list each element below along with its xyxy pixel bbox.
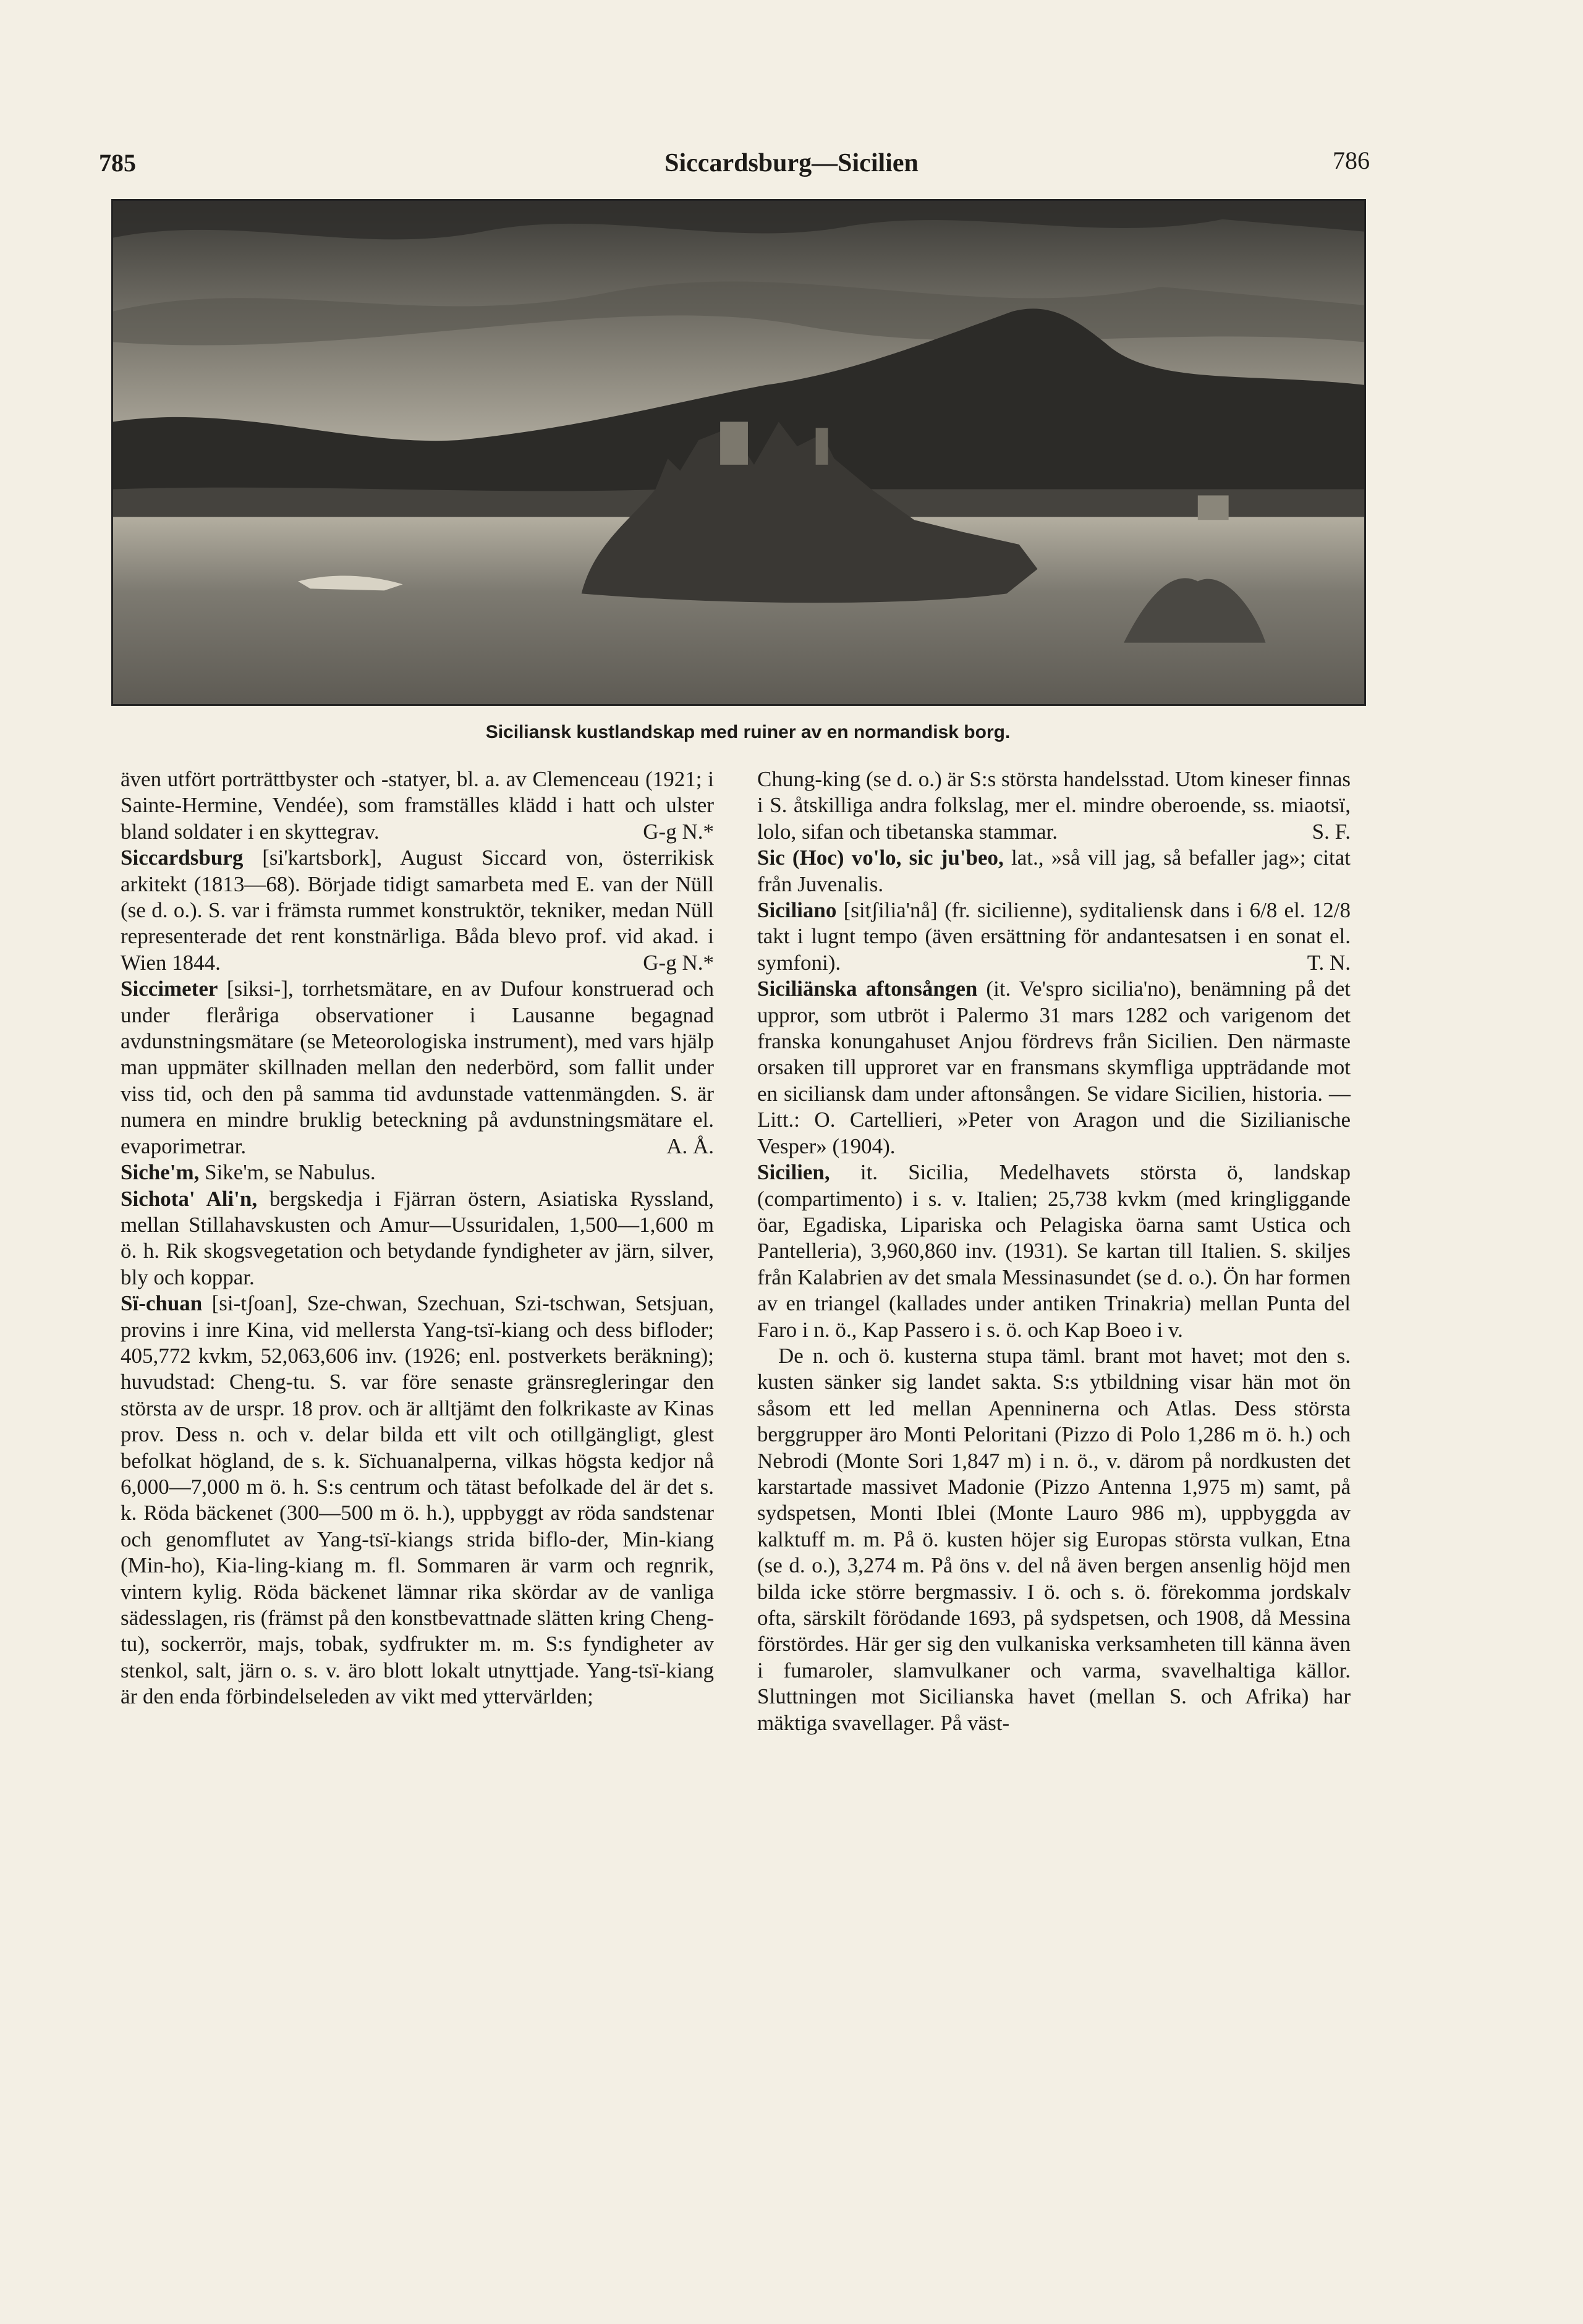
author-signature: G-g N.* (643, 950, 714, 975)
entry-siccimeter: Siccimeter [siksi-], torrhetsmätare, en av Dufour konstruerad och under fleråriga observationer i Lausanne begagnad avdunstningsmätare (se Meteorologiska instrument), med vars hjälp man uppmäter skillnaden mellan den nederbörd, som fallit under viss tid, och den på samma tid avdunstade vattenmängden. S. är numera en mindre bruklig beteckning på avdunstningsmätare el. evaporimetrar. A. Å. (121, 976, 714, 1160)
photo-illustration (113, 201, 1364, 704)
entry-sicilien-geography: De n. och ö. kusterna stupa täml. brant mot havet; mot den s. kusten sänker sig landet sakta. S:s ytbildning visar hän mot ön såsom ett led mellan Apenninerna och Atlas. Dess största berggrupper äro Monti Peloritani (Pizzo di Polo 1,286 m ö. h.) och Nebrodi (Monte Sori 1,847 m) i n. ö., v. därom på nordkusten det karstartade massivet Madonie (Pizzo Antenna 1,975 m) samt, på sydspetsen, Monti Iblei (Monte Lauro 986 m), uppbyggda av kalktuff m. m. På ö. kusten höjer sig Europas största vulkan, Etna (se d. o.), 3,274 m. På öns v. del nå även bergen ansenlig höjd men bilda icke större bergmassiv. I ö. och s. ö. förekomma jordskalv ofta, särskilt förödande 1693, på sydspetsen, och 1908, då Messina förstördes. Här ger sig den vulkaniska verksamheten till känna även i fumaroler, slamvulkaner och varma, svavelhaltiga källor. Sluttningen mot Sicilianska havet (mellan S. och Afrika) har mäktiga svavellager. På väst- (757, 1343, 1351, 1735)
entry-headword: Sï-chuan (121, 1291, 203, 1316)
entry-continuation: Chung-king (se d. o.) är S:s största handelsstad. Utom kineser finnas i S. åtskilliga andra folkslag, mer el. mindre oberoende, ss. miaotsï, lolo, sifan och tibetanska stammar. S. F. (757, 766, 1351, 845)
entry-siciliano: Siciliano [sitʃilia'nå] (fr. sicilienne), syditaliensk dans i 6/8 el. 12/8 takt i lugnt tempo (även ersättning för andantesatsen i en sonat el. symfoni). T. N. (757, 897, 1351, 976)
left-text-column (121, 766, 714, 1710)
author-signature: S. F. (1312, 819, 1351, 844)
figure-caption: Siciliansk kustlandskap med ruiner av en normandisk borg. (485, 722, 1011, 742)
entry-headword: Siccimeter (121, 977, 218, 1001)
running-title: Siccardsburg—Sicilien (664, 149, 919, 177)
entry-siccardsburg: Siccardsburg [si'kartsbork], August Siccard von, österrikisk arkitekt (1813—68). Började tidigt samarbeta med E. van der Nüll (se d. o.). S. var i främsta rummet konstruktör, tekniker, medan Nüll representerade det rent konstnärliga. Båda blevo prof. vid akad. i Wien 1844. G-g N.* (121, 845, 714, 976)
entry-headword: Siciliänska aftonsången (757, 977, 978, 1001)
entry-headword: Siche'm, (121, 1160, 200, 1185)
entry-sicilien: Sicilien, it. Sicilia, Medelhavets största ö, landskap (compartimento) i s. v. Italien; 25,738 kvkm (med kringliggande öar, Egadiska, Lipariska och Pelagiska öarna samt Ustica och Pantelleria), 3,960,860 inv. (1931). Se kartan till Italien. S. skiljes från Kalabrien av det smala Messinasundet (se d. o.). Ön har formen av en triangel (kallades under antiken Trinakria) mellan Punta del Faro i n. ö., Kap Passero i s. ö. och Kap Boeo i v. (757, 1160, 1351, 1342)
coastal-landscape-photo (111, 199, 1366, 706)
entry-headword: Sichota' Ali'n, (121, 1186, 258, 1211)
author-signature: G-g N.* (643, 819, 714, 844)
entry-headword: Sicilien, (757, 1160, 830, 1185)
entry-continuation: även utfört porträttbyster och -statyer, bl. a. av Clemenceau (1921; i Sainte-Hermine, Vendée), som framställes klädd i hatt och ulster bland soldater i en skyttegrav. G-g N.* (121, 766, 714, 845)
page-number-right: 786 (1333, 146, 1370, 174)
entry-headword: Siccardsburg (121, 846, 244, 870)
entry-headword: Siciliano (757, 898, 837, 923)
entry-sic-volo: Sic (Hoc) vo'lo, sic ju'beo, lat., »så vill jag, så befaller jag»; citat från Juvenalis. (757, 846, 1351, 896)
author-signature: T. N. (1307, 950, 1351, 975)
entry-sichem: Siche'm, Sike'm, se Nabulus. (121, 1160, 376, 1185)
entry-sichota-alin: Sichota' Ali'n, bergskedja i Fjärran östern, Asiatiska Ryssland, mellan Stillahavskusten och Amur—Ussuridalen, 1,500—1,600 m ö. h. Rik skogsvegetation och betydande fyndigheter av järn, silver, bly och koppar. (121, 1186, 714, 1289)
entry-headword: Sic (Hoc) vo'lo, sic ju'beo, (757, 846, 1004, 870)
author-signature: A. Å. (666, 1134, 714, 1158)
entry-sicilianska-aftonsangen: Siciliänska aftonsången (it. Ve'spro sicilia'no), benämning på det uppror, som utbröt i Palermo 31 mars 1282 och varigenom det franska konungahuset Anjou fördrevs från Sicilien. Den närmaste orsaken till upproret var en fransmans skymfliga uppträdande mot en siciliansk dam under aftonsången. Se vidare Sicilien, historia. — Litt.: O. Cartellieri, »Peter von Aragon und die Sizilianische Vesper» (1904). (757, 977, 1351, 1158)
page-number-left: 785 (99, 149, 136, 177)
right-text-column (757, 766, 1351, 1736)
entry-si-chuan: Sï-chuan [si-tʃoan], Sze-chwan, Szechuan, Szi-tschwan, Setsjuan, provins i inre Kina, vid mellersta Yang-tsï-kiang och dess bifloder; 405,772 kvkm, 52,063,606 inv. (1926; enl. postverkets beräkning); huvudstad: Cheng-tu. S. var före senaste gränsregleringar den största av de urspr. 18 prov. och är alltjämt den folkrikaste av Kinas prov. Dess n. och v. delar bilda ett vilt och otillgängligt, glest befolkat högland, de s. k. Sïchuanalperna, vilkas högsta kedjor nå 6,000—7,000 m ö. h. S:s centrum och tätast befolkade del är det s. k. Röda bäckenet (300—500 m ö. h.), uppbyggt av röda sandstenar och genomflutet av Yang-tsï-kiangs strida biflo-der, Min-kiang (Min-ho), Kia-ling-kiang m. fl. Sommaren är varm och regnrik, vintern kylig. Röda bäckenet lämnar rika skördar av de vanliga sädesslagen, ris (främst på den konstbevattnade slätten kring Cheng-tu), sockerrör, majs, tobak, sydfrukter m. m. S:s fyndigheter av stenkol, salt, järn o. s. v. äro blott lokalt utnyttjade. Yang-tsï-kiang är den enda förbindelseleden av vikt med yttervärlden; (121, 1291, 715, 1709)
